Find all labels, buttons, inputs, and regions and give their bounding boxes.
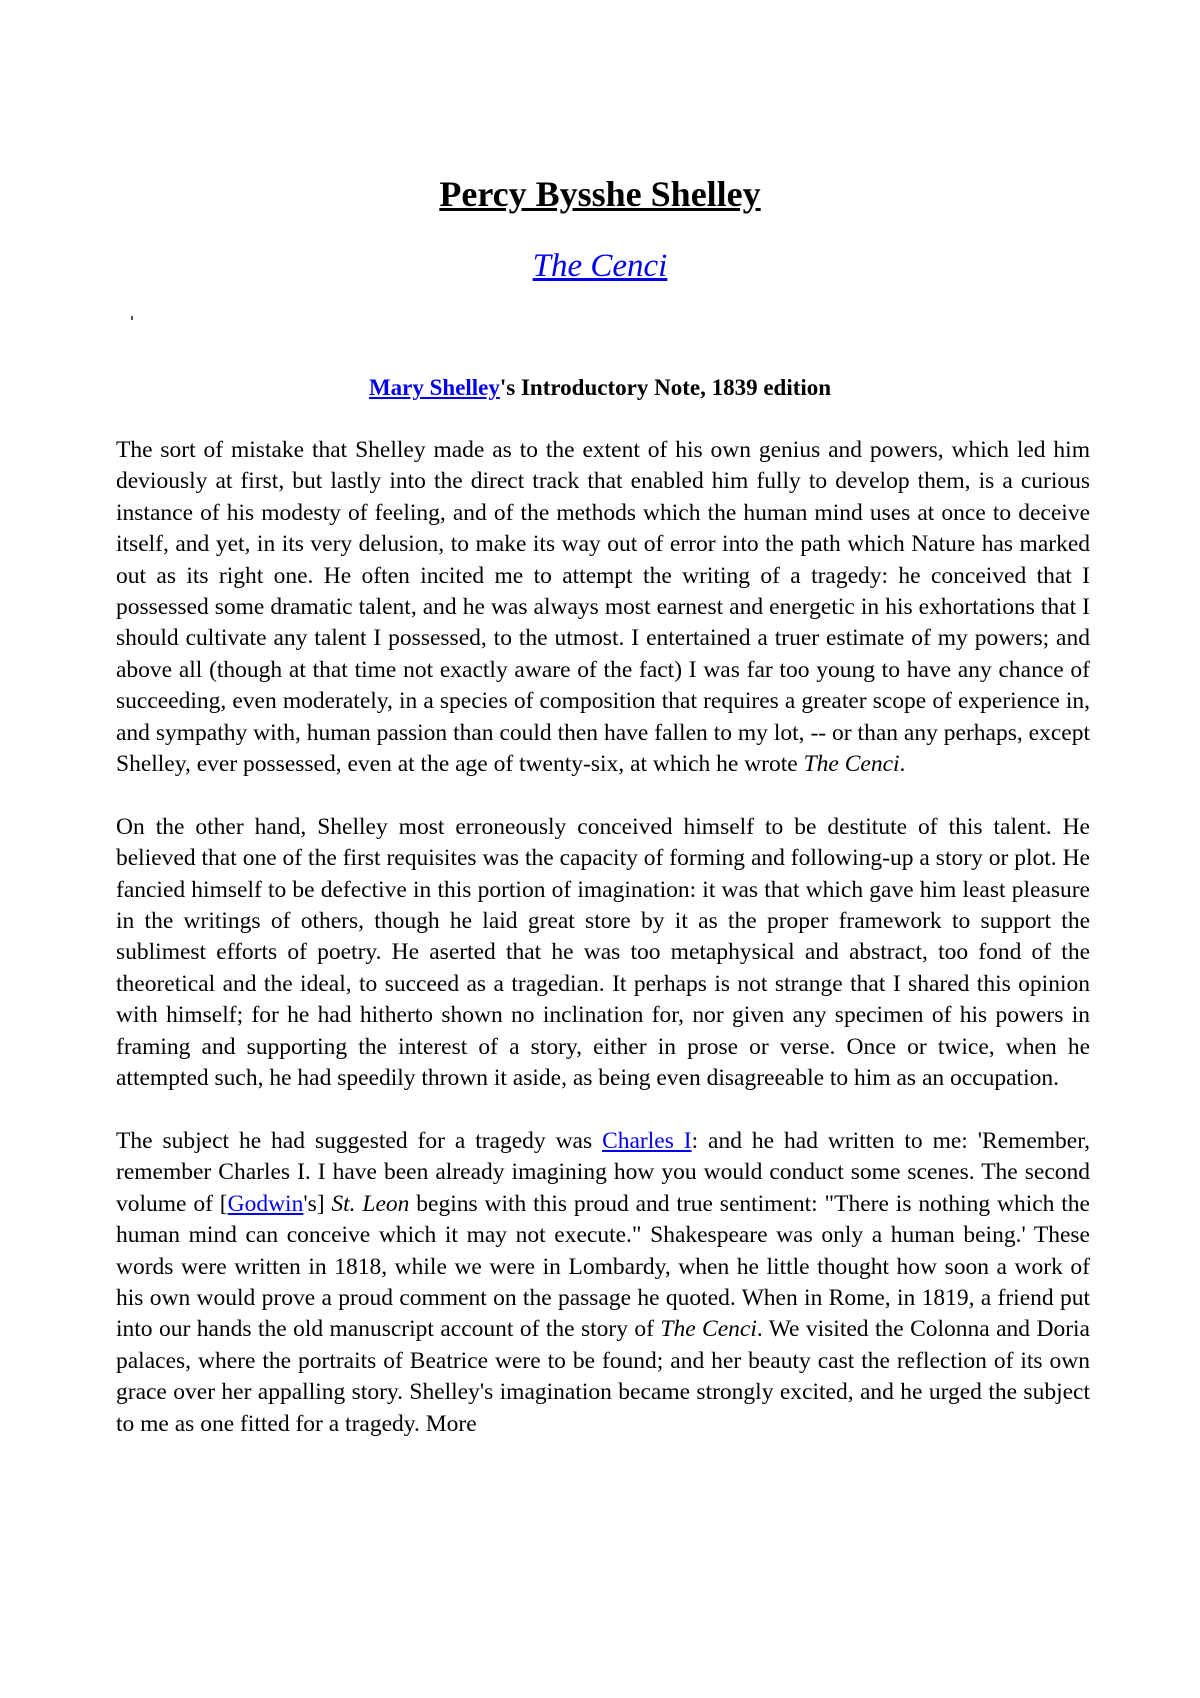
paragraph-1-text: The sort of mistake that Shelley made as to the extent of his own genius and powers, which led him deviously at first, but lastly into the direct track that enabled him fully to develop them, is a curious instance of his modesty of feeling, and of the methods which the human mind uses at once to deceive itself, and yet, in its very delusion, to make its way out of error into the path which Nature has marked out as its right one. He often incited me to attempt the writing of a tragedy: he conceived that I possessed some dramatic talent, and he was always most earnest and energetic in his exhortations that I should cultivate any talent I possessed, to the utmost. I entertained a truer estimate of my powers; and above all (though at that time not exactly aware of the fact) I was far too young to have any chance of succeeding, even moderately, in a species of composition that requires a greater scope of experience in, and sympathy with, human passion than could then have fallen to my lot, -- or than any perhaps, except Shelley, ever possessed, even at the age of twenty-six, at which he wrote [116, 437, 1090, 778]
section-heading [0, 373, 1200, 403]
section-heading-text: 's Introductory Note, 1839 edition [499, 375, 832, 400]
stray-mark [131, 316, 133, 320]
paragraph-1 [116, 435, 1090, 780]
paragraph-3-text-b: : and he had written to me: 'Remember, remember Charles I. I have been already imagining how you would conduct some scenes. The second volume of [ [116, 1127, 1090, 1217]
paragraph-2: On the other hand, Shelley most erroneously conceived himself to be destitute of this talent. He believed that one of the first requisites was the capacity of forming and following-up a story or plot. He fancied himself to be defective in this portion of imagination: it was that which gave him least pleasure in the writings of others, though he laid great store by it as the proper framework to support the sublimest efforts of poetry. He aserted that he was too metaphysical and abstract, too fond of the theoretical and the ideal, to succeed as a tragedian. It perhaps is not strange that I shared this opinion with himself; for he had hitherto shown no inclination for, nor given any specimen of his powers in framing and supporting the interest of a story, either in prose or verse. Once or twice, when he attempted such, he had speedily thrown it aside, as being even disagreeable to him as an occupation. [116, 813, 1090, 1092]
charles-i-link[interactable]: Charles I [602, 1127, 692, 1154]
paragraph-3-text-a: The subject he had suggested for a tragedy was [116, 1127, 603, 1154]
work-title-link[interactable]: The Cenci [532, 248, 668, 284]
cenci-title-ref-2: The Cenci [660, 1316, 757, 1343]
st-leon-title-ref: St. Leon [331, 1190, 410, 1217]
work-title [0, 246, 1200, 286]
paragraph-3-text-e: . We visited the Colonna and Doria palaces, where the portraits of Beatrice were to be found; and her beauty cast the reflection of its own grace over her appalling story. Shelley's imagination became strongly excited, and he urged the subject to me as one fitted for a tragedy. More [116, 1316, 1090, 1437]
author-title: Percy Bysshe Shelley [439, 174, 761, 214]
cenci-title-ref: The Cenci [803, 751, 900, 778]
paragraph-3-text-c: 's] [303, 1190, 332, 1217]
body-text [116, 435, 1090, 1471]
paragraph-3-text-d: begins with this proud and true sentiment: "There is nothing which the human mind can conceive which it may not execute." Shakespeare was only a human being.' These words were written in 1818, while we were in Lombardy, when he little thought how soon a work of his own would prove a proud comment on the passage he quoted. When in Rome, in 1819, a friend put into our hands the old manuscript account of the story of [116, 1190, 1090, 1343]
mary-shelley-link[interactable]: Mary Shelley [368, 375, 500, 400]
paragraph-1-end: . [899, 751, 906, 778]
paragraph-3 [116, 1126, 1090, 1440]
godwin-link[interactable]: Godwin [227, 1190, 304, 1217]
